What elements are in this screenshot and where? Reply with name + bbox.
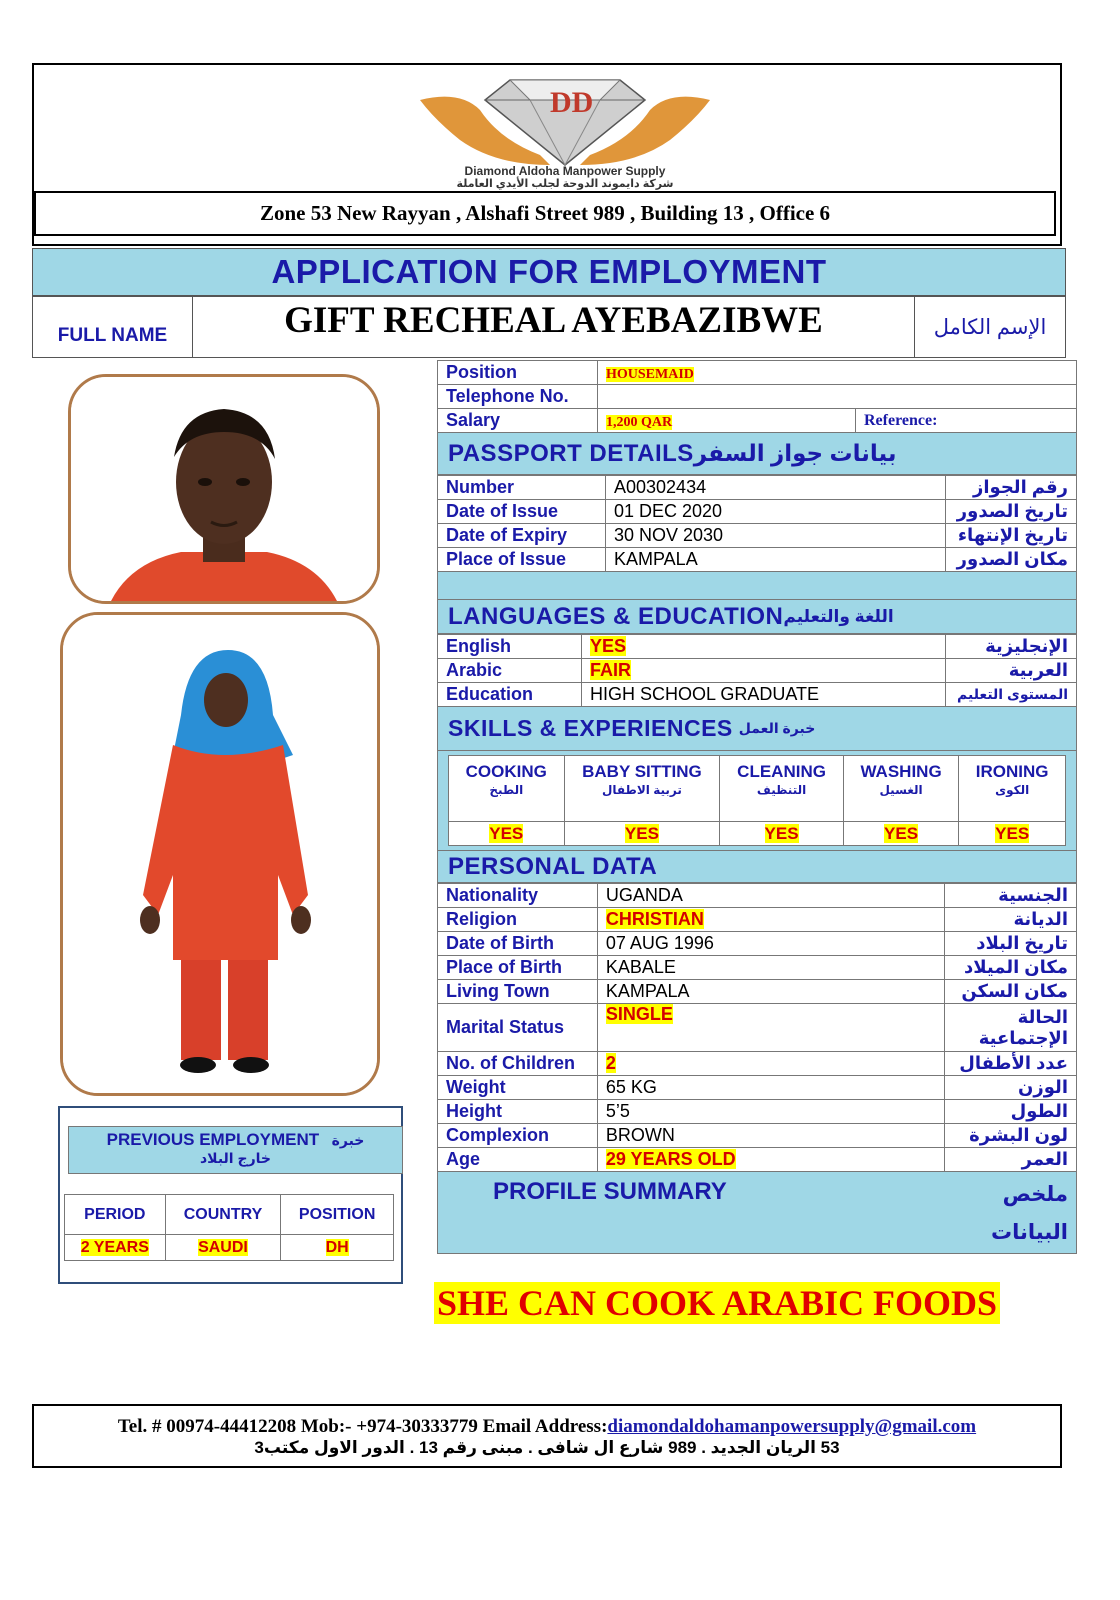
telephone-label: Telephone No. bbox=[438, 385, 598, 409]
skill-name-ar: تربية الاطفال bbox=[601, 783, 682, 797]
personal-label-ar: العمر bbox=[945, 1148, 1077, 1172]
personal-value: 29 YEARS OLD bbox=[605, 1149, 736, 1169]
passport-field-label-ar: رقم الجواز bbox=[946, 476, 1077, 500]
footer-address-ar: 53 الريان الجديد . 989 شارع ال شافى . مبنى رقم 13 . الدور الاول مكتب3 bbox=[254, 1438, 840, 1457]
skills-table bbox=[448, 755, 1066, 846]
skills-box bbox=[437, 751, 1077, 851]
personal-label-ar: الجنسية bbox=[945, 884, 1077, 908]
passport-field-label: Date of Expiry bbox=[438, 524, 606, 548]
skill-name: WASHING bbox=[860, 762, 942, 781]
skill-name-ar: الغسيل bbox=[879, 783, 923, 797]
passport-field-label-ar: تاريخ الصدور bbox=[946, 500, 1077, 524]
personal-row bbox=[438, 956, 1077, 980]
profile-summary-text: SHE CAN COOK ARABIC FOODS bbox=[434, 1282, 1000, 1324]
salary-value: 1,200 QAR bbox=[606, 415, 673, 430]
personal-value: 5’5 bbox=[605, 1101, 630, 1121]
personal-label: Complexion bbox=[438, 1124, 598, 1148]
full-body-photo bbox=[60, 612, 380, 1096]
skill-name-ar: الكوى bbox=[995, 783, 1030, 797]
personal-label-ar: مكان الميلاد bbox=[945, 956, 1077, 980]
languages-table bbox=[437, 634, 1077, 707]
personal-row bbox=[438, 1124, 1077, 1148]
personal-label: Marital Status bbox=[438, 1004, 598, 1052]
language-row bbox=[438, 683, 1077, 707]
personal-table bbox=[437, 883, 1077, 1172]
languages-heading-ar: اللغة والتعليم bbox=[783, 606, 894, 626]
language-label: English bbox=[438, 635, 582, 659]
skill-header bbox=[720, 756, 843, 822]
personal-label-ar: الطول bbox=[945, 1100, 1077, 1124]
passport-row bbox=[438, 524, 1077, 548]
prev-position-value: DH bbox=[325, 1238, 349, 1256]
personal-label-ar: الحالة الإجتماعية bbox=[945, 1004, 1077, 1052]
passport-row bbox=[438, 548, 1077, 572]
position-label: Position bbox=[438, 361, 598, 385]
previous-employment-title: PREVIOUS EMPLOYMENT bbox=[106, 1130, 320, 1149]
passport-field-label: Number bbox=[438, 476, 606, 500]
skill-name-ar: الطبخ bbox=[489, 783, 524, 797]
footer-contact-line bbox=[34, 1416, 1060, 1438]
col-country: COUNTRY bbox=[165, 1195, 281, 1235]
passport-row bbox=[438, 500, 1077, 524]
personal-label-ar: لون البشرة bbox=[945, 1124, 1077, 1148]
language-label-ar: العربية bbox=[946, 659, 1077, 683]
skills-heading-ar: خبرة العمل bbox=[738, 720, 816, 736]
portrait-photo bbox=[68, 374, 380, 604]
previous-employment-table bbox=[64, 1194, 394, 1261]
languages-heading-en: LANGUAGES & EDUCATION bbox=[448, 602, 784, 630]
language-label-ar: الإنجليزية bbox=[946, 635, 1077, 659]
skill-header bbox=[449, 756, 565, 822]
company-address: Zone 53 New Rayyan , Alshafi Street 989 , Building 13 , Office 6 bbox=[34, 191, 1056, 236]
personal-label: Religion bbox=[438, 908, 598, 932]
education-value: HIGH SCHOOL GRADUATE bbox=[590, 684, 820, 704]
passport-field-label-ar: تاريخ الإنتهاء bbox=[946, 524, 1077, 548]
personal-value: SINGLE bbox=[605, 1004, 673, 1024]
position-value: HOUSEMAID bbox=[606, 367, 694, 382]
personal-row bbox=[438, 980, 1077, 1004]
full-body-person-icon bbox=[63, 615, 377, 1093]
personal-value: KABALE bbox=[605, 957, 676, 977]
skills-heading-en: SKILLS & EXPERIENCES bbox=[448, 715, 733, 741]
personal-row bbox=[438, 932, 1077, 956]
full-name-row bbox=[32, 296, 1066, 358]
personal-value: 65 KG bbox=[605, 1077, 657, 1097]
passport-field-value: A00302434 bbox=[606, 476, 946, 500]
passport-table bbox=[437, 475, 1077, 572]
passport-heading-en: PASSPORT DETAILS bbox=[448, 439, 694, 467]
skill-value-cell bbox=[449, 822, 565, 846]
personal-row bbox=[438, 908, 1077, 932]
profile-summary-title-ar-1: ملخص bbox=[1002, 1183, 1068, 1206]
details-panel bbox=[437, 360, 1077, 1254]
previous-employment-box bbox=[58, 1106, 403, 1284]
reference-label: Reference: bbox=[856, 409, 1077, 433]
top-info-table bbox=[437, 360, 1077, 433]
passport-field-label-ar: مكان الصدور bbox=[946, 548, 1077, 572]
salary-label: Salary bbox=[438, 409, 598, 433]
personal-label-ar: مكان السكن bbox=[945, 980, 1077, 1004]
personal-label: No. of Children bbox=[438, 1052, 598, 1076]
personal-label: Living Town bbox=[438, 980, 598, 1004]
skill-name: IRONING bbox=[975, 762, 1049, 781]
personal-label: Age bbox=[438, 1148, 598, 1172]
language-row bbox=[438, 659, 1077, 683]
full-name-label: FULL NAME bbox=[57, 325, 168, 346]
personal-row bbox=[438, 1004, 1077, 1052]
personal-row bbox=[438, 1100, 1077, 1124]
footer bbox=[32, 1404, 1062, 1468]
passport-field-value: KAMPALA bbox=[606, 548, 946, 572]
passport-spacer bbox=[437, 572, 1077, 600]
previous-employment-title-ar-2: خارج البلاد bbox=[200, 1150, 271, 1166]
skill-header bbox=[843, 756, 959, 822]
full-name-value: GIFT RECHEAL AYEBAZIBWE bbox=[284, 300, 823, 341]
language-label: Arabic bbox=[438, 659, 582, 683]
language-label-ar: المستوى التعليم bbox=[946, 683, 1077, 707]
passport-field-value: 01 DEC 2020 bbox=[606, 500, 946, 524]
passport-field-label: Place of Issue bbox=[438, 548, 606, 572]
skill-value-cell bbox=[564, 822, 720, 846]
personal-value: UGANDA bbox=[605, 885, 683, 905]
personal-label: Weight bbox=[438, 1076, 598, 1100]
personal-value: 07 AUG 1996 bbox=[605, 933, 714, 953]
language-label: Education bbox=[438, 683, 582, 707]
skill-name: COOKING bbox=[465, 762, 547, 781]
language-value: YES bbox=[590, 636, 627, 656]
personal-label-ar: تاريخ البلاد bbox=[945, 932, 1077, 956]
previous-employment-header bbox=[68, 1126, 403, 1174]
personal-label: Place of Birth bbox=[438, 956, 598, 980]
title-bar bbox=[32, 248, 1066, 296]
personal-label-ar: الديانة bbox=[945, 908, 1077, 932]
skill-header bbox=[959, 756, 1066, 822]
passport-field-label: Date of Issue bbox=[438, 500, 606, 524]
skill-value: YES bbox=[489, 823, 524, 843]
passport-field-value: 30 NOV 2030 bbox=[606, 524, 946, 548]
skill-name-ar: التنظيف bbox=[756, 783, 807, 797]
skill-header bbox=[564, 756, 720, 822]
personal-value: BROWN bbox=[605, 1125, 675, 1145]
footer-email-link[interactable]: diamondaldohamanpowersupply@gmail.com bbox=[607, 1416, 977, 1437]
skill-name: CLEANING bbox=[737, 762, 826, 781]
languages-heading bbox=[437, 600, 1077, 634]
passport-heading-ar: بيانات جواز السفر bbox=[693, 440, 897, 466]
profile-summary-heading bbox=[437, 1172, 1077, 1254]
personal-label-ar: عدد الأطفال bbox=[945, 1052, 1077, 1076]
passport-heading bbox=[437, 433, 1077, 475]
skill-value: YES bbox=[884, 823, 919, 843]
telephone-value bbox=[598, 385, 1077, 409]
personal-heading bbox=[437, 851, 1077, 883]
skill-value-cell bbox=[843, 822, 959, 846]
profile-summary-title-ar-2: البيانات bbox=[991, 1221, 1068, 1244]
personal-row bbox=[438, 1076, 1077, 1100]
company-name-ar: شركة دايموند الدوحة لجلب الأيدي العاملة bbox=[456, 178, 674, 190]
previous-employment-title-ar-1: خبرة bbox=[331, 1132, 365, 1148]
footer-phone-text: Tel. # 00974-44412208 Mob:- +974-30333779 Email Address: bbox=[117, 1416, 608, 1437]
personal-label: Date of Birth bbox=[438, 932, 598, 956]
col-period: PERIOD bbox=[65, 1195, 166, 1235]
personal-row bbox=[438, 884, 1077, 908]
skill-value: YES bbox=[764, 823, 799, 843]
personal-heading-en: PERSONAL DATA bbox=[448, 852, 658, 880]
col-position: POSITION bbox=[281, 1195, 394, 1235]
full-name-label-ar: الإسم الكامل bbox=[933, 315, 1047, 339]
prev-period-value: 2 YEARS bbox=[80, 1238, 149, 1256]
personal-value: 2 bbox=[605, 1053, 616, 1073]
personal-row bbox=[438, 1148, 1077, 1172]
application-title: APPLICATION FOR EMPLOYMENT bbox=[271, 253, 827, 290]
logo-letters: DD bbox=[550, 86, 594, 119]
personal-label: Nationality bbox=[438, 884, 598, 908]
profile-summary-title: PROFILE SUMMARY bbox=[493, 1178, 727, 1205]
personal-row bbox=[438, 1052, 1077, 1076]
skill-value-cell bbox=[720, 822, 843, 846]
skill-value: YES bbox=[624, 823, 659, 843]
skill-value-cell bbox=[959, 822, 1066, 846]
skills-heading bbox=[437, 707, 1077, 751]
passport-row bbox=[438, 476, 1077, 500]
personal-label: Height bbox=[438, 1100, 598, 1124]
language-value: FAIR bbox=[590, 660, 632, 680]
prev-country-value: SAUDI bbox=[198, 1238, 248, 1256]
skill-value: YES bbox=[995, 823, 1030, 843]
skill-name: BABY SITTING bbox=[582, 762, 702, 781]
company-name-en: Diamond Aldoha Manpower Supply bbox=[464, 164, 666, 178]
headshot-person-icon bbox=[71, 377, 377, 601]
language-row bbox=[438, 635, 1077, 659]
personal-value: KAMPALA bbox=[605, 981, 690, 1001]
personal-value: CHRISTIAN bbox=[605, 909, 704, 929]
personal-label-ar: الوزن bbox=[945, 1076, 1077, 1100]
